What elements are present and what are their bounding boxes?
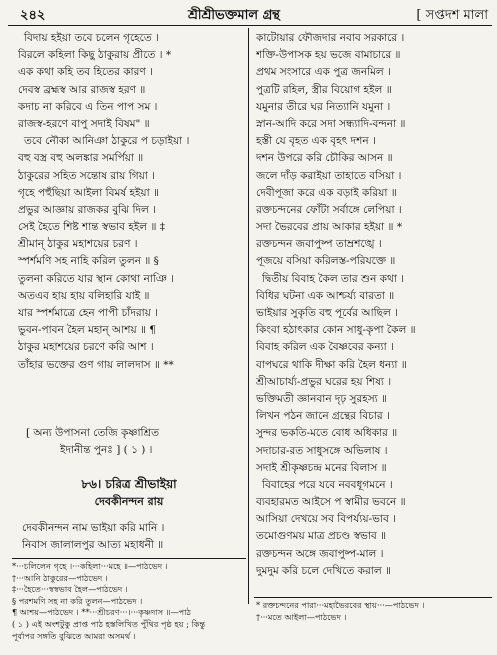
verse-line: পূজয়ে বসিয়া করিলস্ত-পরিযক্তে ॥	[256, 255, 396, 268]
verse-line: বিবাহের পরে যবে নববধূগমনে ।	[262, 478, 393, 491]
footnote: § পরশমণি সহ না করি তুলন—পাঠভেদ ।	[12, 595, 143, 606]
chapter-title: ৮৬। চরিত্র শ্রীভাইয়া	[81, 477, 177, 491]
verse-line: তুলনা করিতে যার স্থান কোথা নাঞি ।	[18, 272, 175, 285]
footnote: ¶ আশয়—পাঠভেদ । **···শ্রীচরণ···।···কৃষ্ণদাস ॥—পাঠ	[12, 607, 191, 618]
footnote: * রক্তচন্দনের পারা···মহাভৈরবের স্থায়···—পাঠভেদ ।	[256, 600, 425, 610]
footnote: †···মতে আইলা—পাঠভেদ ।	[256, 611, 347, 622]
verse-line: তাঁহার ভক্তের গুণ গায় লালদাস ॥ **	[18, 358, 174, 371]
footnote: ‡···হৈতে···স্বস্বভাব হৈল—পাঠভেদ ।	[12, 584, 128, 595]
footnote: †···আনি ঠাকুরের—পাঠভেদ ।	[12, 572, 108, 583]
verse-line: প্রভুর আজ্ঞায় রাজকর বুঝি দিল ।	[18, 203, 156, 216]
verse-line: অতএব হায় হায় বলিহারি যাই ॥	[18, 289, 150, 302]
verse-line: স্নান-আদি করে সদা সন্ধ্যাদি-বন্দনা ॥	[256, 117, 406, 130]
bracket-note	[14, 425, 240, 461]
verse-line: রাজস্ব-হরণে বাপু সদাই বিষম" ॥	[18, 117, 150, 130]
verse-line: তবে নৌকা আনিঞা ঠাকুরে প চড়াইয়া ।	[24, 135, 190, 148]
verse-line: জলে দাঁড় করাইয়া তাহাতে বসিয়া ।	[256, 169, 402, 182]
column-divider	[248, 28, 249, 604]
verse-line: ভাইয়ার সুকৃতি বহু পূর্বের আছিল ।	[256, 307, 398, 319]
verse-line: প্রথম সংসারে এক পুত্র জনমিল ।	[256, 66, 391, 79]
verse-line: বহু বস্ত্র বহু অলঙ্কার সমর্পিয়া ॥	[18, 152, 144, 165]
verse-line: শ্রীআচার্য্য-প্রভুর ঘরের হয় শিষ্য ।	[256, 375, 392, 388]
page-header	[8, 3, 492, 26]
verse-line: স্পর্শমণি সহ নাহি করিল তুলন ॥ §	[18, 255, 159, 268]
verse-line: ঠাকুরের সহিত সন্তোষ রায় গিয়া ।	[18, 169, 155, 182]
verse-line: যমুনার তীরে ঘর নিত্যানি যমুনা ।	[256, 100, 391, 113]
chapter-verse	[22, 520, 246, 554]
verse-line: বিধির ঘটনা এক আশ্চর্য্য বারতা ॥	[256, 289, 395, 302]
verse-line: কিংবা হঠাৎকার কোন সাধু-কৃপা কৈল ॥	[256, 324, 416, 337]
chapter-subtitle: দেবকীনন্দন রায়	[94, 495, 164, 508]
chapter-heading	[14, 475, 244, 515]
footnote-rule-right	[254, 597, 492, 598]
verse-line: ভুবন-পাবন হৈল মহান্ আশয় ॥ ¶	[18, 324, 156, 337]
bracket-line: ইদানীন্ত পুনঃ ] ( ১ ) ।	[60, 444, 153, 456]
verse-line: কদাচ না করিবে এ তিন পাপ সম ।	[18, 100, 158, 113]
footnote-rule-left	[12, 558, 246, 559]
verse-line: রক্তচন্দন জবাপুষ্প তাম্রশঙ্খে ।	[256, 238, 382, 251]
verse-line: শক্তি-উপাসক হয় ভজে বামাচারে ॥	[256, 49, 401, 62]
verse-line: আসিয়া দেখয়ে সব বিপর্য্যয়-ভাব ।	[256, 513, 396, 526]
verse-line: পুত্রটি রহিল, স্ত্রীর বিয়োগ হইল ॥	[256, 83, 392, 96]
section-label: [ সপ্তদশ মালা	[416, 8, 488, 23]
running-title: শ্রীশ্রীভক্তমাল গ্রন্থ	[188, 8, 280, 23]
verse-line: সেই হৈতে শিষ্ট শান্ত স্বভাব হইল ॥ ‡	[18, 221, 165, 234]
verse-line: ঠাকুর মহাশয়ের চরণে করি আশ ।	[18, 341, 154, 354]
verse-line: সুন্দর ভকতি-মতে বোধ অধিকার ॥	[256, 427, 398, 440]
bracket-line: [ অন্য উপাসনা তেজি কৃষ্ণাশ্রিত	[26, 427, 160, 439]
verse-line: শ্রীমান্ ঠাকুর মহাশয়ের চরণ ।	[18, 238, 138, 251]
verse-line: বিরলে কহিলা কিছু ঠাকুরায় প্রীতে । *	[18, 49, 172, 62]
verse-line: এক কথা কহি তব হিতের কারণ ।	[18, 66, 153, 79]
footnote: *···চলিলেন গৃহে ।···কহিলা···মহে ॥—পাঠভেদ ।	[12, 561, 168, 571]
footnotes-right	[256, 600, 492, 623]
verse-line: রক্তচন্দনের ফোঁটা সর্বাঙ্গে লেপিয়া ।	[256, 203, 402, 216]
verse-line: বাপঘরে থাকি দীক্ষা করি হৈল ধন্যা ॥	[256, 358, 407, 371]
verse-line: তমোগুণময় মাত্র প্রচণ্ড স্বভাব ॥	[256, 530, 387, 543]
verse-line: লিখন পঠন জানে গ্রন্থের বিচার ।	[256, 410, 390, 423]
verse-line: দ্বিতীয় বিবাহ কৈল তার শুন কথা ।	[262, 272, 404, 285]
page-number: ২৪২	[20, 8, 46, 23]
verse-line: দেবকীনন্দন নাম ভাইয়া করি মানি ।	[22, 522, 165, 534]
verse-line: হস্তী যে বৃহত এক বৃহৎ দশন ।	[256, 135, 376, 148]
verse-line: ব্যবহারমত আইসে প স্বামীর ভবনে ॥	[256, 496, 406, 509]
verse-line: গৃহে পহুঁছিয়া আইলা বিমর্ষ হইয়া ॥	[18, 186, 159, 199]
verse-line: রক্তচন্দন অঙ্গে জবাপুষ্প-মাল ।	[256, 547, 384, 560]
verse-line: যার স্পর্শমাত্রে হেন পাপী চাঁদরায় ।	[18, 307, 158, 319]
footnotes-left	[12, 561, 246, 642]
verse-line: দশন উপরে করি চৌকির আসন ॥	[256, 152, 393, 165]
verse-line: নিবাস জালালপুর আত্য মহাধনী ॥	[22, 539, 164, 551]
verse-line: কাটোয়ার ফৌজদার নবাব সরকারে ।	[256, 32, 405, 44]
verse-line: বিদায় হইয়া তবে চলেন গৃহেতে ।	[24, 32, 159, 44]
left-column	[18, 30, 244, 374]
verse-line: সদা ভৈরবের প্রায় আকার হইয়া ॥ *	[256, 221, 403, 234]
verse-line: দেবস্ব ব্রহ্মস্ব আর রাজস্ব হরণ ॥	[18, 83, 146, 96]
footnote: ( ১ ) এই অংশটুকু প্রাপ্ত পাঠ হস্তলিখিত পুঁথির পৃষ্ঠ হয় ; কিন্তু	[12, 618, 206, 629]
footnote: পূর্বাপর সঙ্গতি বুঝিতে আমরা অসমর্থ ।	[12, 630, 136, 641]
verse-line: সদাচার-রত সাধুসঙ্গে অভিলাষ ।	[256, 444, 388, 457]
right-column	[256, 30, 492, 580]
verse-line: বিবাহ করিল এক বৈষ্ণবের কন্যা ।	[256, 341, 394, 354]
verse-line: দেবীপূজা করে এক বড়াই করিয়া ॥	[256, 186, 397, 199]
verse-line: দুমদুম করি চলে দেখিতে করাল ॥	[256, 564, 391, 577]
verse-line: ভক্তিমতী জ্ঞানবান দৃঢ় সুরহস্য ॥	[256, 392, 387, 405]
verse-line: সদাই শ্রীকৃষ্ণচন্দ্র মনের বিলাস ॥	[256, 461, 387, 474]
